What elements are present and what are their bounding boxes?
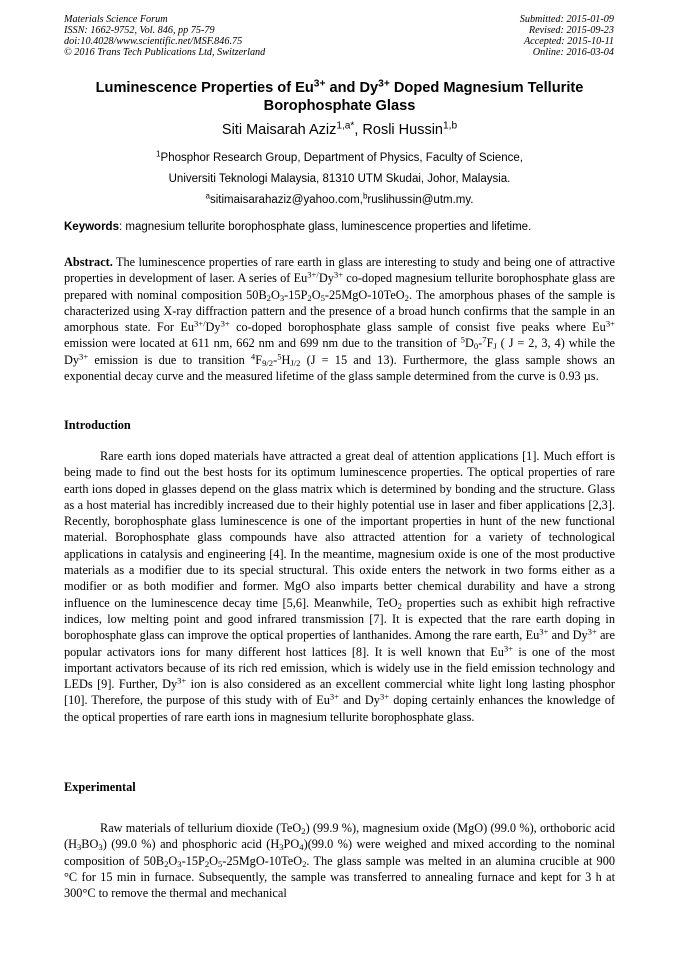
author-list: Siti Maisarah Aziz$^{1,a*}$, Rosli Hussin$^{1,b}$	[221, 120, 458, 138]
online-date: Online: 2016-03-04	[532, 47, 614, 58]
revised-date: Revised: 2015-09-23	[528, 25, 614, 36]
abstract-label: Abstract.	[64, 255, 113, 269]
abstract: Abstract. The luminescence properties of rare earth in glass are interesting to study and being one of attractive properties in development of laser. A series of $Eu^{3+/}Dy^{3+}$ co-doped magnesium tellurite borophosphate glass are prepared with nominal composition $50B_2O_3-15P_2O_5-25MgO-10TeO_2$. The amorphous phases of the sample is characterized using X-ray diffraction pattern and the presence of a broad hunch confirms that the sample in an amorphous state. For $Eu^{3+/}Dy^{3+}$ co-doped borophosphate glass sample of consist five peaks where $Eu^{3+}$ emission were located at 611 nm, 662 nm and 699 nm due to the transition of $^5D_0-^7F_J$ ( J = 2, 3, 4) while the $Dy^{3+}$ emission is due to transition $^4F_{9/2}-^5H_{J/2}$ (J = 15 and 13). Furthermore, the glass sample shows an exponential decay curve and the measured lifetime of the glass sample determined from the curve is 0.93 µs.	[64, 255, 616, 384]
introduction-paragraph: Rare earth ions doped materials have attracted a great deal of attention applications [1]. Much effort is being made to find out the best hosts for its optimum luminescence properties. The optical properties of rare earth ions doped in glasses depend on the glass matrix which is determined by bonding and the structure. Glass as a host material has incredibly increased due to their highly potential use in laser and fiber applications [2,3]. Recently, borophosphate glass luminescence is one of the important properties in hunt of the new functional material. Borophosphate glass compounds have also attracted attention for a variety of technological applications in catalysis and engineering [4]. In the meantime, magnesium oxide is one of the most productive materials as a modifier due to its special structural. This oxide enters the network in two forms either as a modifier or as both modifier and former. MgO also imparts better chemical durability and have a strong influence on the luminescence decay time [5,6]. Meanwhile, TeO$_2$ properties such as exhibit high refractive indices, low melting point and good infrared transmission [7]. It is expected that the rare earth doping in borophosphate glass can improve the optical properties of lanthanides. Among the rare earth, $Eu^{3+}$ and $Dy^{3+}$ are popular activators ions for many different host lattices [8]. It is well known that $Eu^{3+}$ is one of the most important activators because of its rich red emission, which is widely use in the field emission technology and LEDs [9]. Further, $Dy^{3+}$ ion is also considered as an excellent commercial white light long lasting phosphor [10]. Therefore, the purpose of this study with of $Eu^{3+}$ and $Dy^{3+}$ doping certainly enhances the knowledge of the optical properties of rare earth ions in magnesium tellurite borophosphate glass.	[64, 449, 615, 724]
journal-info	[64, 14, 265, 58]
paper-title: Luminescence Properties of $Eu^{3+}$ and $Dy^{3+}$ Doped Magnesium Tellurite Borophosphate Glass	[95, 78, 584, 114]
author-name: Rosli Hussin	[362, 122, 444, 138]
issn: ISSN: 1662-9752, Vol. 846, pp 75-79	[64, 25, 215, 36]
journal-name: Materials Science Forum	[64, 14, 168, 25]
section-heading-introduction: Introduction	[64, 418, 131, 432]
doi: doi:10.4028/www.scientific.net/MSF.846.75	[64, 36, 243, 47]
affiliation: $^1$Phosphor Research Group, Department of Physics, Faculty of Science, Universiti Teknologi Malaysia, 81310 UTM Skudai, Johor, Malaysia. $^a$sitimaisarahaziz@yahoo.com,$^b$ruslihussin@utm.my.	[64, 148, 615, 211]
keywords: Keywords: magnesium tellurite borophosphate glass, luminescence properties and lifetime.	[64, 221, 532, 233]
author-name: Siti Maisarah Aziz	[221, 122, 337, 138]
section-heading-experimental: Experimental	[64, 780, 136, 794]
author-emails: $^a$sitimaisarahaziz@yahoo.com,$^b$ruslihussin@utm.my.	[205, 191, 474, 206]
experimental-paragraph: Raw materials of tellurium dioxide (TeO$_2$) (99.9 %), magnesium oxide (MgO) (99.0 %), orthoboric acid $(H_3BO_3)$ (99.0 %) and phosphoric acid $(H_3PO_4)(99.0$ %) were weighed and mixed according to the nominal composition of $50B_2O_3-15P_2O_5-25MgO-10TeO_2$. The glass sample was melted in an alumina crucible at 900 °C for 15 min in furnace. Subsequently, the sample was transferred to annealing furnace and kept for 3 h at 300°C to remove the thermal and mechanical	[64, 821, 615, 901]
copyright: © 2016 Trans Tech Publications Ltd, Switzerland	[64, 47, 266, 58]
submitted-date: Submitted: 2015-01-09	[519, 14, 614, 25]
publication-dates	[520, 14, 614, 58]
accepted-date: Accepted: 2015-10-11	[523, 36, 614, 47]
